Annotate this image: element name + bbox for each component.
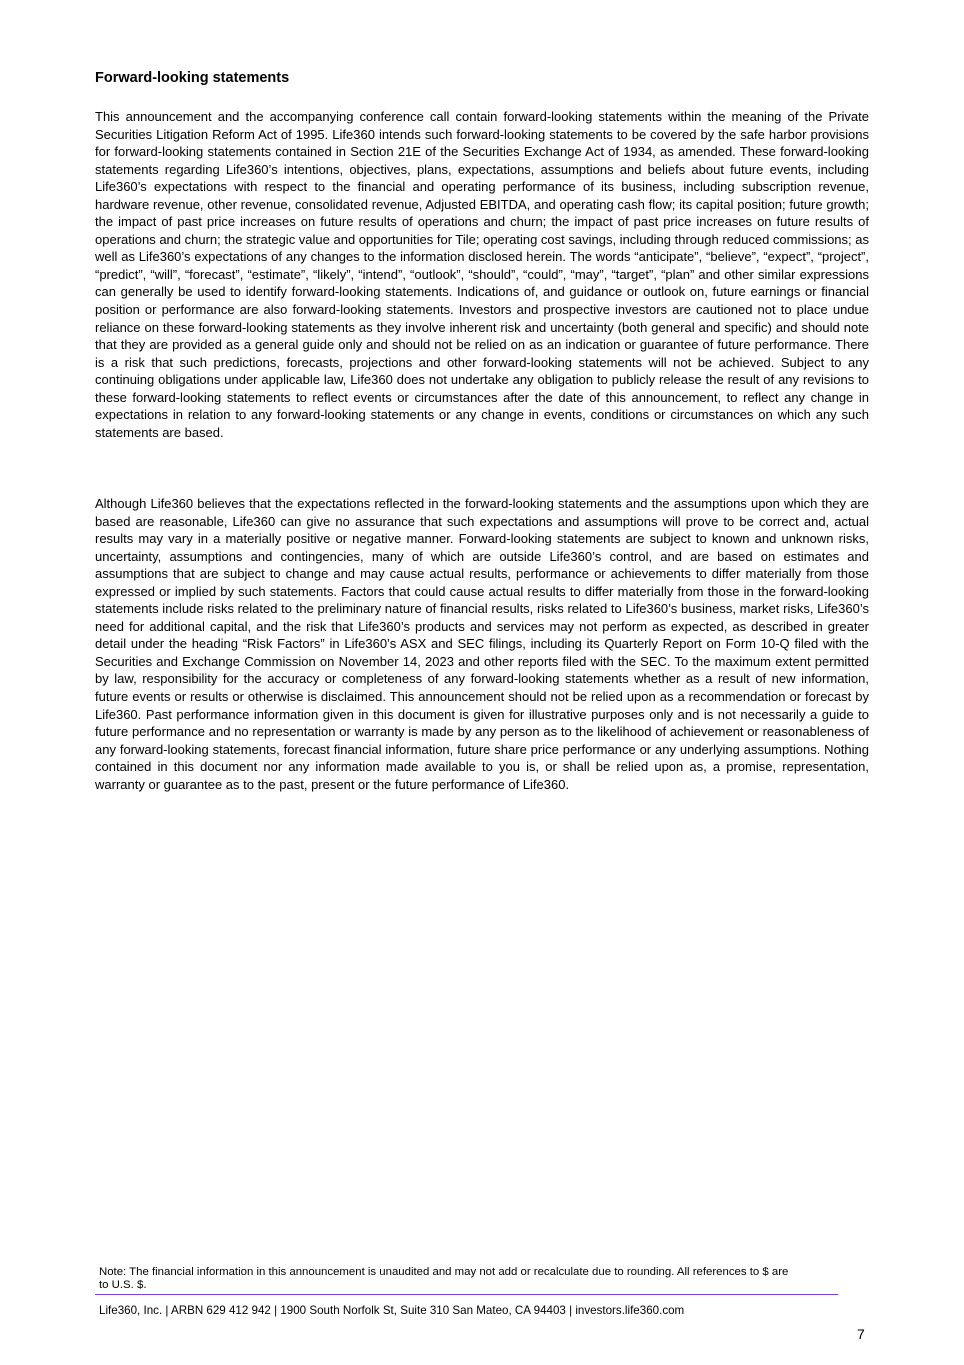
page-number: 7 [857,1326,865,1342]
section-heading: Forward-looking statements [95,70,290,86]
paragraph-expectations-disclaimer: Although Life360 believes that the expectations reflected in the forward-looking statements and the assumptions upon which they are based are reasonable, Life360 can give no assurance that such expectations and assumptions will prove to be correct and, actual results may vary in a materially positive or negative manner. Forward-looking statements are subject to known and unknown risks, uncertainty, assumptions and contingencies, many of which are outside Life360’s control, and are based on estimates and assumptions that are subject to change and may cause actual results, performance or achievements to differ materially from those expressed or implied by such statements. Factors that could cause actual results to differ materially from those in the forward-looking statements include risks related to the preliminary nature of financial results, risks related to Life360’s business, market risks, Life360’s need for additional capital, and the risk that Life360’s products and services may not perform as expected, as described in greater detail under the heading “Risk Factors” in Life360’s ASX and SEC filings, including its Quarterly Report on Form 10-Q filed with the Securities and Exchange Commission on November 14, 2023 and other reports filed with the SEC. To the maximum extent permitted by law, responsibility for the accuracy or completeness of any forward-looking statements whether as a result of new information, future events or results or otherwise is disclaimed. This announcement should not be relied upon as a recommendation or forecast by Life360. Past performance information given in this document is given for illustrative purposes only and is not necessarily a guide to future performance and no representation or warranty is made by any person as to the likelihood of achievement or reasonableness of any forward-looking statements, forecast financial information, future share price performance or any underlying assumptions. Nothing contained in this document nor any information made available to you is, or shall be relied upon as, a promise, representation, warranty or guarantee as to the past, present or the future performance of Life360. [95,496,869,792]
paragraph-forward-looking: This announcement and the accompanying conference call contain forward-looking statements within the meaning of the Private Securities Litigation Reform Act of 1995. Life360 intends such forward-looking statements to be covered by the safe harbor provisions for forward-looking statements contained in Section 21E of the Securities Exchange Act of 1934, as amended. These forward-looking statements regarding Life360’s intentions, objectives, plans, expectations, assumptions and beliefs about future events, including Life360’s expectations with respect to the financial and operating performance of its business, including subscription revenue, hardware revenue, other revenue, consolidated revenue, Adjusted EBITDA, and operating cash flow; its capital position; future growth; the impact of past price increases on future results of operations and churn; the impact of past price increases on future results of operations and churn; the strategic value and opportunities for Tile; operating cost savings, including through reduced commissions; as well as Life360’s expectations of any changes to the information disclosed herein. The words “anticipate”, “believe”, “expect”, “project”, “predict”, “will”, “forecast”, “estimate”, “likely”, “intend”, “outlook”, “should”, “could”, “may”, “target”, “plan” and other similar expressions can generally be used to identify forward-looking statements. Indications of, and guidance or outlook on, future earnings or financial position or performance are also forward-looking statements. Investors and prospective investors are cautioned not to place undue reliance on these forward-looking statements as they involve inherent risk and uncertainty (both general and specific) and should note that they are provided as a general guide only and should not be relied on as an indication or guarantee of future performance. There is a risk that such predictions, forecasts, projections and other forward-looking statements will not be achieved. Subject to any continuing obligations under applicable law, Life360 does not undertake any obligation to publicly release the result of any revisions to these forward-looking statements to reflect events or circumstances after the date of this announcement, to reflect any change in expectations in relation to any forward-looking statements or any change in events, conditions or circumstances on which any such statements are based. [95,109,869,440]
footer-company-info: Life360, Inc. | ARBN 629 412 942 | 1900 South Norfolk St, Suite 310 San Mateo, CA 94403 | investors.life360.com [99,1304,685,1317]
footer-divider [95,1294,838,1295]
footer-note: Note: The financial information in this announcement is unaudited and may not add or recalculate due to rounding. All references to $ are to U.S. $. [99,1266,789,1291]
